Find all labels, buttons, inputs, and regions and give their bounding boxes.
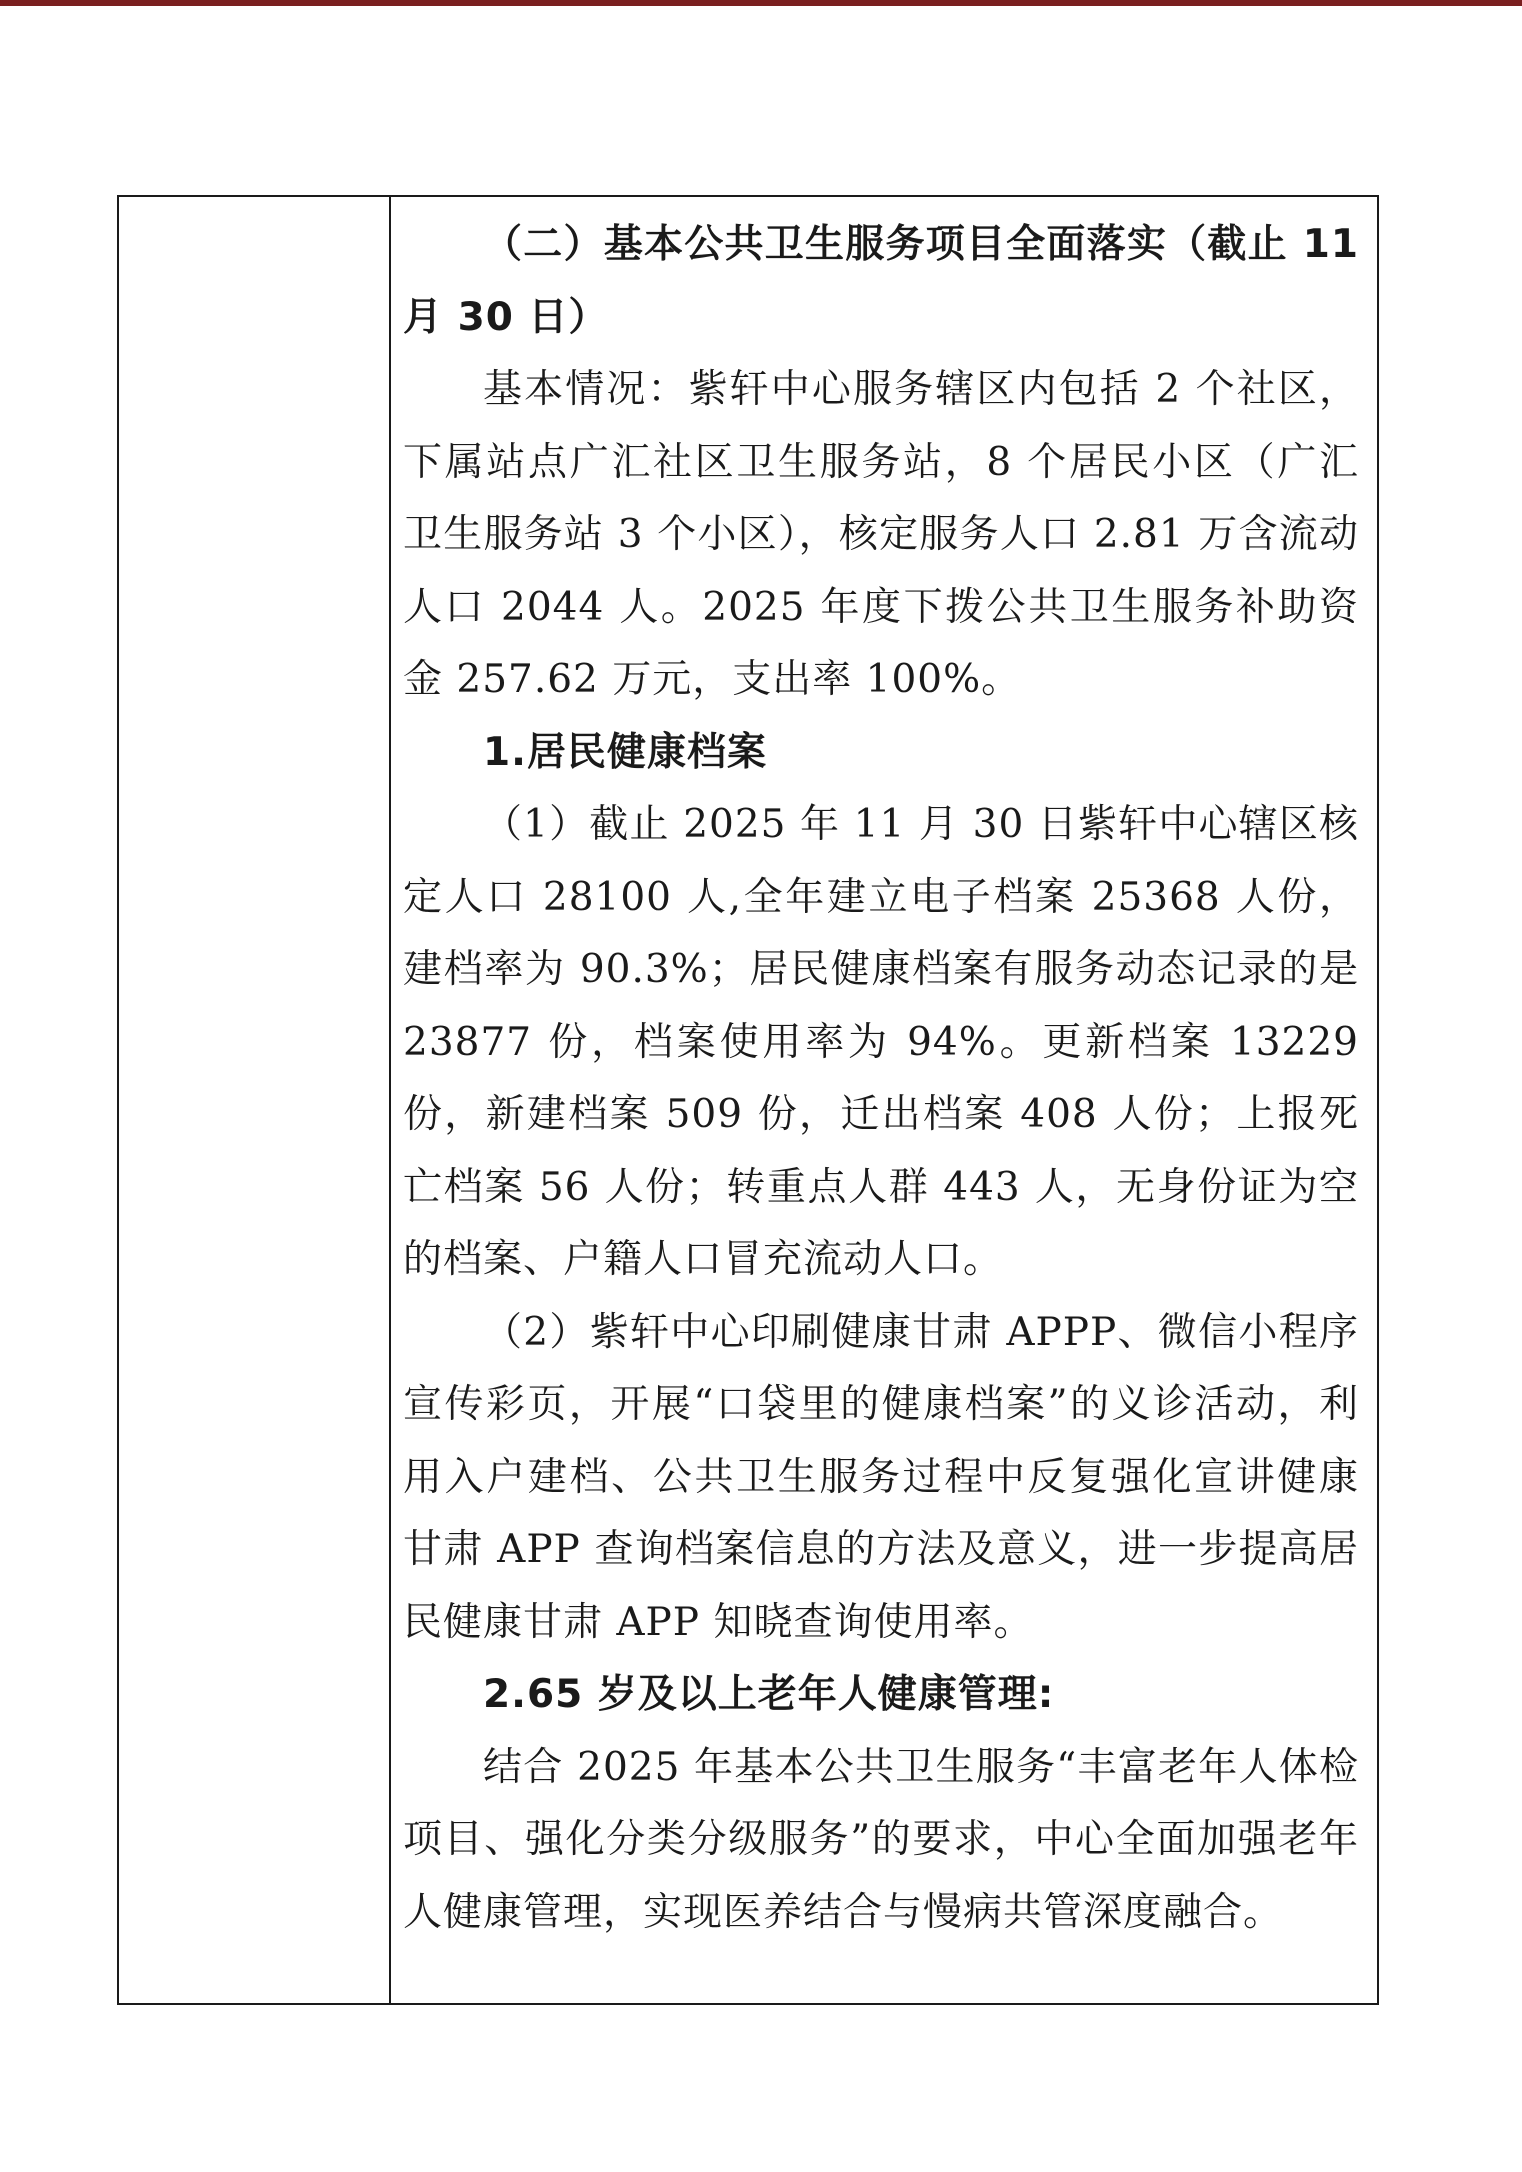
basic-info-paragraph: 基本情况：紫轩中心服务辖区内包括 2 个社区，下属站点广汇社区卫生服务站，8 个居民小区（广汇卫生服务站 3 个小区），核定服务人口 2.81 万含流动人口 2044 人。2025 年度下拨公共卫生服务补助资金 257.62 万元，支出率 100%。 [403, 367, 1359, 702]
section-title: （二）基本公共卫生服务项目全面落实（截止 11 月 30 日） [403, 222, 1359, 340]
table-content-cell [391, 197, 1377, 2003]
health-records-paragraph-2: （2）紫轩中心印刷健康甘肃 APPP、微信小程序宣传彩页，开展“口袋里的健康档案”的义诊活动，利用入户建档、公共卫生服务过程中反复强化宣讲健康甘肃 APP 查询档案信息的方法及意义，进一步提高居民健康甘肃 APP 知晓查询使用率。 [403, 1309, 1359, 1645]
table-left-column [119, 197, 391, 2003]
subsection-title-elderly-health: 2.65 岁及以上老年人健康管理: [483, 1672, 1055, 1717]
page-top-edge [0, 0, 1522, 6]
document-table [117, 195, 1379, 2005]
elderly-health-paragraph: 结合 2025 年基本公共卫生服务“丰富老年人体检项目、强化分类分级服务”的要求，中心全面加强老年人健康管理，实现医养结合与慢病共管深度融合。 [403, 1744, 1359, 1935]
health-records-paragraph-1: （1）截止 2025 年 11 月 30 日紫轩中心辖区核定人口 28100 人,全年建立电子档案 25368 人份，建档率为 90.3%；居民健康档案有服务动态记录的是 23877 份，档案使用率为 94%。更新档案 13229 份，新建档案 509 份，迁出档案 408 人份；上报死亡档案 56 人份；转重点人群 443 人，无身份证为空的档案、户籍人口冒充流动人口。 [403, 802, 1359, 1282]
subsection-title-health-records: 1.居民健康档案 [483, 729, 767, 775]
